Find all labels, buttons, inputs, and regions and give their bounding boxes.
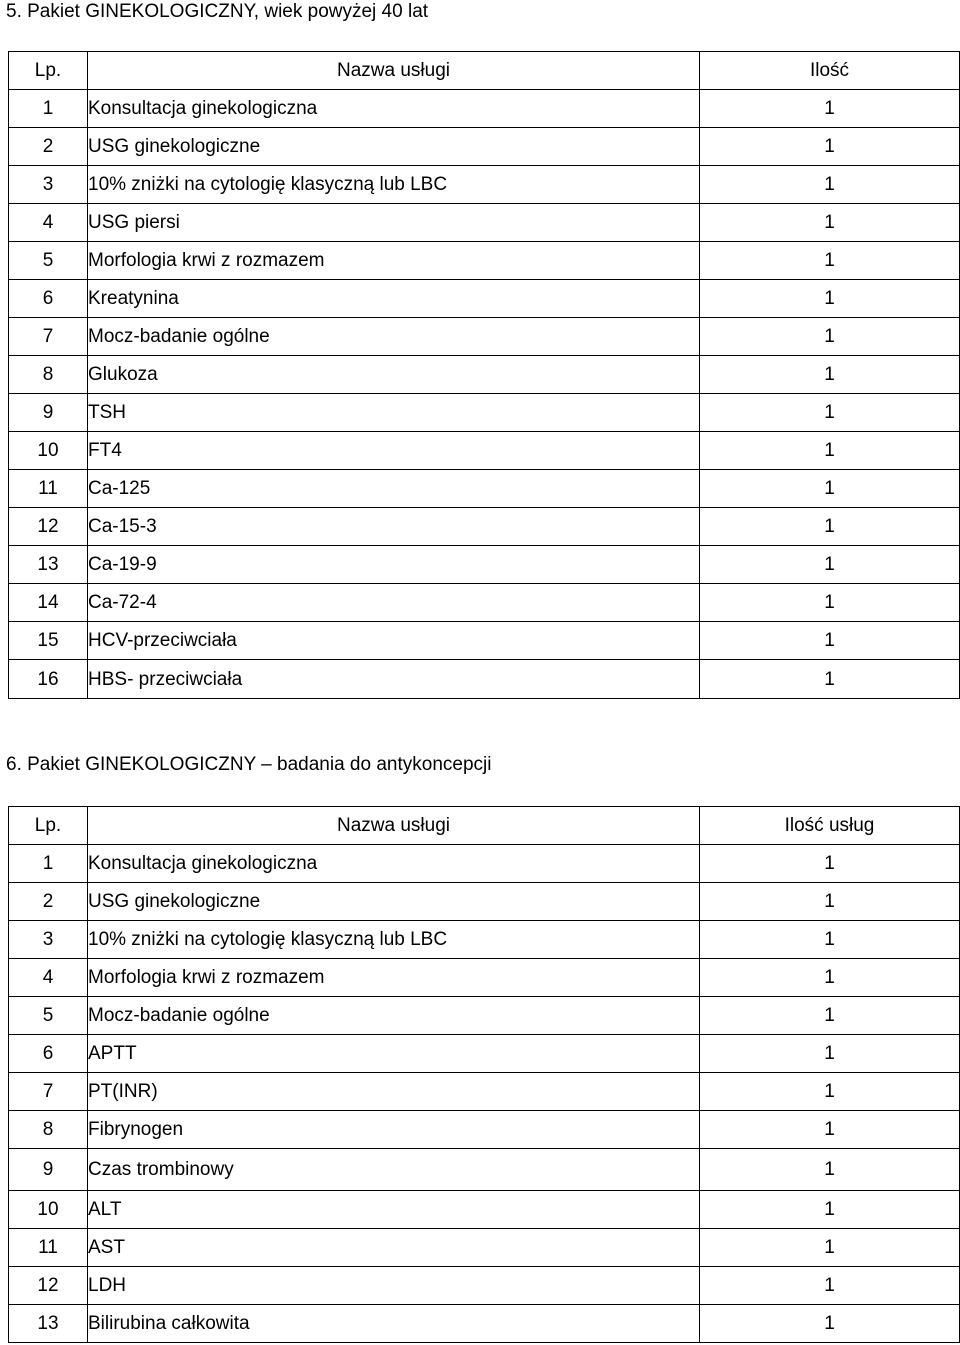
table-row: [9, 90, 960, 128]
row-service-name: Ca-125: [88, 470, 700, 508]
row-service-name: PT(INR): [88, 1073, 700, 1111]
row-service-name: 10% zniżki na cytologię klasyczną lub LBC: [88, 166, 700, 204]
row-service-name: USG ginekologiczne: [88, 883, 700, 921]
row-quantity: 1: [700, 356, 960, 394]
row-lp: 6: [9, 280, 88, 318]
table-row: [9, 128, 960, 166]
column-header-quantity: Ilość usług: [700, 807, 960, 845]
row-lp: 8: [9, 1111, 88, 1149]
row-quantity: 1: [700, 1149, 960, 1191]
table-row: [9, 997, 960, 1035]
row-service-name: Morfologia krwi z rozmazem: [88, 242, 700, 280]
row-service-name: Ca-72-4: [88, 584, 700, 622]
row-quantity: 1: [700, 1305, 960, 1343]
row-lp: 15: [9, 622, 88, 660]
table-row: [9, 1073, 960, 1111]
row-quantity: 1: [700, 1191, 960, 1229]
row-lp: 1: [9, 845, 88, 883]
table-row: [9, 280, 960, 318]
table-row: [9, 166, 960, 204]
row-service-name: AST: [88, 1229, 700, 1267]
row-service-name: Ca-19-9: [88, 546, 700, 584]
table-header-row: [9, 807, 960, 845]
row-quantity: 1: [700, 508, 960, 546]
table-row: [9, 1267, 960, 1305]
row-quantity: 1: [700, 470, 960, 508]
table-header-row: [9, 52, 960, 90]
section-title-package-5: 5. Pakiet GINEKOLOGICZNY, wiek powyżej 40 lat: [6, 1, 429, 22]
row-lp: 12: [9, 1267, 88, 1305]
package-6-table: [8, 806, 960, 1343]
row-quantity: 1: [700, 90, 960, 128]
row-service-name: 10% zniżki na cytologię klasyczną lub LBC: [88, 921, 700, 959]
row-service-name: LDH: [88, 1267, 700, 1305]
table-row: [9, 1229, 960, 1267]
table-row: [9, 584, 960, 622]
column-header-service-name: Nazwa usługi: [88, 52, 700, 90]
row-service-name: Konsultacja ginekologiczna: [88, 90, 700, 128]
row-lp: 4: [9, 959, 88, 997]
row-lp: 9: [9, 394, 88, 432]
row-lp: 14: [9, 584, 88, 622]
row-service-name: Mocz-badanie ogólne: [88, 318, 700, 356]
row-service-name: Czas trombinowy: [88, 1149, 700, 1191]
row-quantity: 1: [700, 432, 960, 470]
table-row: [9, 204, 960, 242]
row-quantity: 1: [700, 1035, 960, 1073]
table-row: [9, 1305, 960, 1343]
row-lp: 6: [9, 1035, 88, 1073]
row-quantity: 1: [700, 660, 960, 699]
row-service-name: FT4: [88, 432, 700, 470]
table-row: [9, 318, 960, 356]
row-lp: 11: [9, 470, 88, 508]
package-5-table: [8, 51, 960, 699]
row-quantity: 1: [700, 1111, 960, 1149]
table-row: [9, 660, 960, 699]
row-service-name: USG piersi: [88, 204, 700, 242]
row-quantity: 1: [700, 883, 960, 921]
row-service-name: HBS- przeciwciała: [88, 660, 700, 699]
row-quantity: 1: [700, 622, 960, 660]
table-row: [9, 959, 960, 997]
row-lp: 2: [9, 128, 88, 166]
table-row: [9, 356, 960, 394]
row-quantity: 1: [700, 959, 960, 997]
row-lp: 4: [9, 204, 88, 242]
column-header-lp: Lp.: [9, 807, 88, 845]
table-row: [9, 1111, 960, 1149]
row-service-name: Ca-15-3: [88, 508, 700, 546]
row-quantity: 1: [700, 242, 960, 280]
row-service-name: Bilirubina całkowita: [88, 1305, 700, 1343]
table-row: [9, 1149, 960, 1191]
row-quantity: 1: [700, 921, 960, 959]
row-lp: 13: [9, 546, 88, 584]
row-lp: 7: [9, 318, 88, 356]
row-lp: 13: [9, 1305, 88, 1343]
row-service-name: HCV-przeciwciała: [88, 622, 700, 660]
row-lp: 5: [9, 997, 88, 1035]
table-row: [9, 921, 960, 959]
row-lp: 3: [9, 921, 88, 959]
row-service-name: Fibrynogen: [88, 1111, 700, 1149]
row-lp: 3: [9, 166, 88, 204]
table-row: [9, 845, 960, 883]
table-row: [9, 432, 960, 470]
row-quantity: 1: [700, 845, 960, 883]
row-lp: 5: [9, 242, 88, 280]
row-quantity: 1: [700, 1073, 960, 1111]
row-quantity: 1: [700, 394, 960, 432]
column-header-quantity: Ilość: [700, 52, 960, 90]
row-lp: 7: [9, 1073, 88, 1111]
column-header-service-name: Nazwa usługi: [88, 807, 700, 845]
table-row: [9, 394, 960, 432]
row-lp: 1: [9, 90, 88, 128]
row-lp: 12: [9, 508, 88, 546]
table-row: [9, 1035, 960, 1073]
table-row: [9, 1191, 960, 1229]
table-row: [9, 622, 960, 660]
table-row: [9, 546, 960, 584]
table-row: [9, 470, 960, 508]
row-lp: 9: [9, 1149, 88, 1191]
row-service-name: Glukoza: [88, 356, 700, 394]
row-service-name: Mocz-badanie ogólne: [88, 997, 700, 1035]
row-quantity: 1: [700, 1229, 960, 1267]
row-quantity: 1: [700, 128, 960, 166]
row-lp: 2: [9, 883, 88, 921]
row-lp: 10: [9, 432, 88, 470]
row-lp: 8: [9, 356, 88, 394]
row-service-name: APTT: [88, 1035, 700, 1073]
row-lp: 11: [9, 1229, 88, 1267]
table-row: [9, 508, 960, 546]
row-lp: 10: [9, 1191, 88, 1229]
row-quantity: 1: [700, 166, 960, 204]
row-service-name: Morfologia krwi z rozmazem: [88, 959, 700, 997]
row-quantity: 1: [700, 280, 960, 318]
row-service-name: Kreatynina: [88, 280, 700, 318]
column-header-lp: Lp.: [9, 52, 88, 90]
row-lp: 16: [9, 660, 88, 699]
row-quantity: 1: [700, 997, 960, 1035]
row-service-name: ALT: [88, 1191, 700, 1229]
row-quantity: 1: [700, 546, 960, 584]
row-service-name: Konsultacja ginekologiczna: [88, 845, 700, 883]
row-quantity: 1: [700, 318, 960, 356]
row-quantity: 1: [700, 584, 960, 622]
row-service-name: USG ginekologiczne: [88, 128, 700, 166]
section-title-package-6: 6. Pakiet GINEKOLOGICZNY – badania do antykoncepcji: [6, 754, 492, 775]
row-quantity: 1: [700, 204, 960, 242]
row-service-name: TSH: [88, 394, 700, 432]
row-quantity: 1: [700, 1267, 960, 1305]
table-row: [9, 242, 960, 280]
table-row: [9, 883, 960, 921]
